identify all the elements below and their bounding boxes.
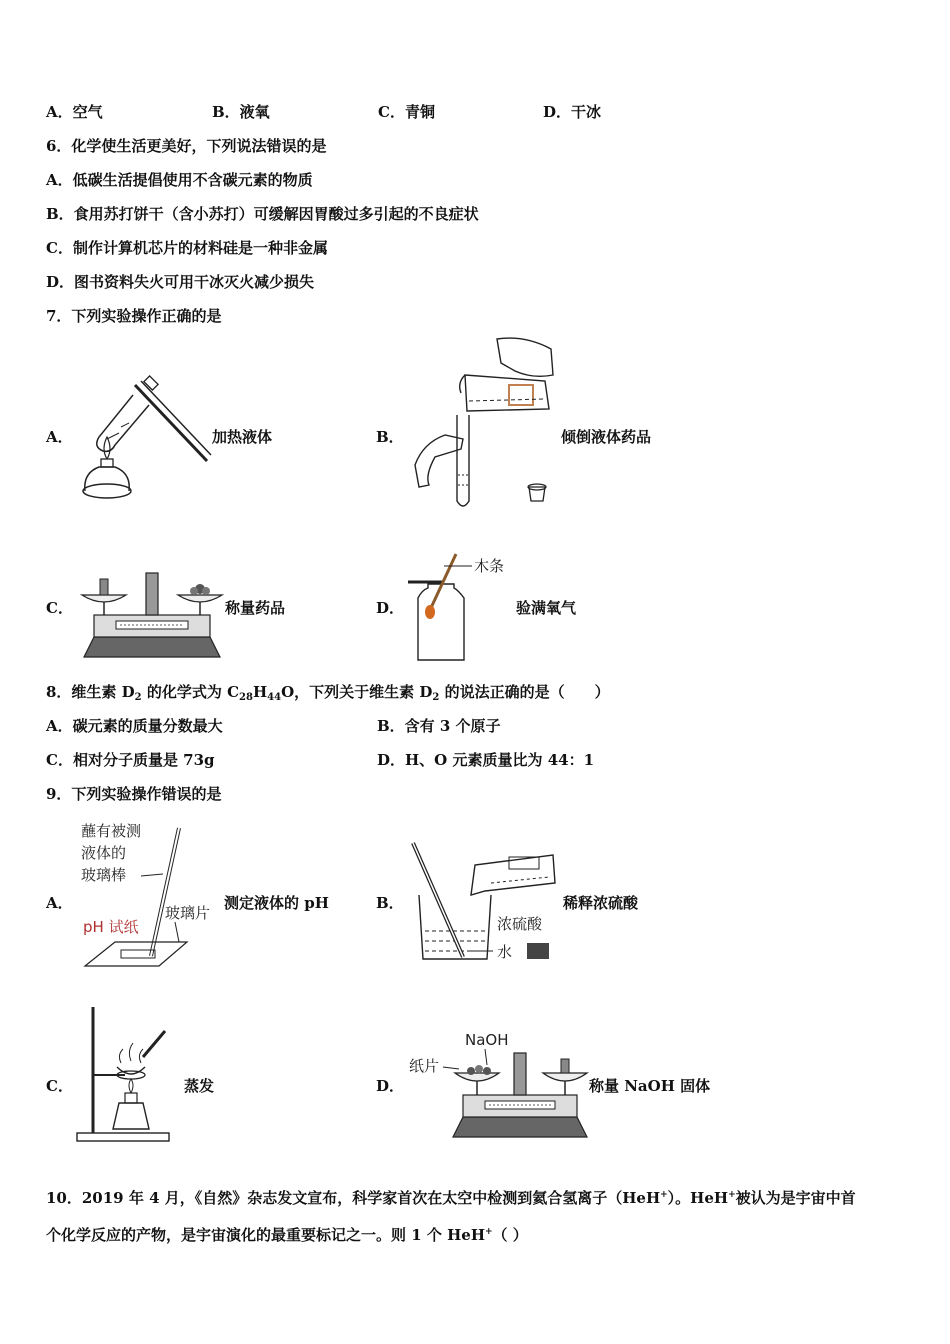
q9-d-letter: D． [376, 1077, 405, 1095]
ph-label-line3: 玻璃棒 [81, 866, 127, 884]
q8-option-c: C．相对分子质量是 73g [46, 751, 215, 769]
q7-a-caption: 加热液体 [212, 428, 273, 446]
q5-option-c: C．青铜 [378, 103, 435, 121]
q7-c-caption: 称量药品 [225, 599, 286, 617]
q7-stem: 7．下列实验操作正确的是 [46, 307, 222, 325]
q10-line2: 个化学反应的产物，是宇宙演化的最重要标记之一。则 1 个 HeH+（ ） [46, 1226, 528, 1244]
naoh-label: NaOH [465, 1031, 509, 1049]
q6-option-b: B．食用苏打饼干（含小苏打）可缓解因胃酸过多引起的不良症状 [46, 205, 479, 223]
wood-stick-label: 木条 [474, 557, 505, 575]
ph-label-line2: 液体的 [81, 844, 127, 862]
ph-test-figure [75, 818, 225, 973]
q7-d-caption: 验满氧气 [516, 599, 577, 617]
q7-a-letter: A． [46, 428, 73, 446]
q9-b-letter: B． [376, 894, 404, 912]
paper-label: 纸片 [409, 1057, 440, 1075]
q7-b-caption: 倾倒液体药品 [561, 428, 652, 446]
water-label: 水 [497, 943, 513, 961]
q5-option-a: A．空气 [46, 103, 103, 121]
q9-stem: 9．下列实验操作错误的是 [46, 785, 222, 803]
q6-option-a: A．低碳生活提倡使用不含碳元素的物质 [46, 171, 313, 189]
ph-paper-label: pH 试纸 [83, 918, 139, 936]
q6-stem: 6．化学使生活更美好，下列说法错误的是 [46, 137, 327, 155]
q7-c-letter: C． [46, 599, 73, 617]
q8-option-a: A．碳元素的质量分数最大 [46, 717, 223, 735]
q8-option-d: D．H、O 元素质量比为 44：1 [377, 751, 595, 769]
balance-weighing-figure [80, 565, 225, 660]
q6-option-c: C．制作计算机芯片的材料硅是一种非金属 [46, 239, 328, 257]
glass-plate-label: 玻璃片 [165, 904, 211, 922]
q9-b-caption: 稀释浓硫酸 [563, 894, 639, 912]
q9-c-caption: 蒸发 [184, 1077, 215, 1095]
q7-d-letter: D． [376, 599, 405, 617]
ph-label-line1: 蘸有被测 [81, 822, 142, 840]
acid-label: 浓硫酸 [497, 915, 543, 933]
q9-a-letter: A． [46, 894, 73, 912]
q5-option-b: B．液氧 [212, 103, 270, 121]
q7-b-letter: B． [376, 428, 404, 446]
q5-option-d: D．干冰 [543, 103, 602, 121]
q9-c-letter: C． [46, 1077, 73, 1095]
q10-line1: 10．2019 年 4 月，《自然》杂志发文宣布，科学家首次在太空中检测到氦合氢离子（HeH+）。HeH+被认为是宇宙中首 [46, 1189, 856, 1207]
heating-liquid-figure [75, 375, 215, 510]
q8-option-b: B．含有 3 个原子 [377, 717, 501, 735]
q8-stem: 8．维生素 $D_2$ 的化学式为 $C_{28}H_{44}O$，下列关于维生素 $D_2$ 的说法正确的是（ ） [46, 683, 610, 703]
q9-d-caption: 称量 NaOH 固体 [589, 1077, 711, 1095]
oxygen-test-figure [400, 550, 520, 665]
dilution-figure [405, 835, 565, 970]
q9-a-caption: 测定液体的 pH [224, 894, 329, 912]
pouring-liquid-figure [405, 335, 565, 515]
evaporation-figure [75, 1005, 180, 1145]
naoh-weighing-figure [405, 1025, 590, 1140]
q6-option-d: D．图书资料失火可用干冰灭火减少损失 [46, 273, 315, 291]
